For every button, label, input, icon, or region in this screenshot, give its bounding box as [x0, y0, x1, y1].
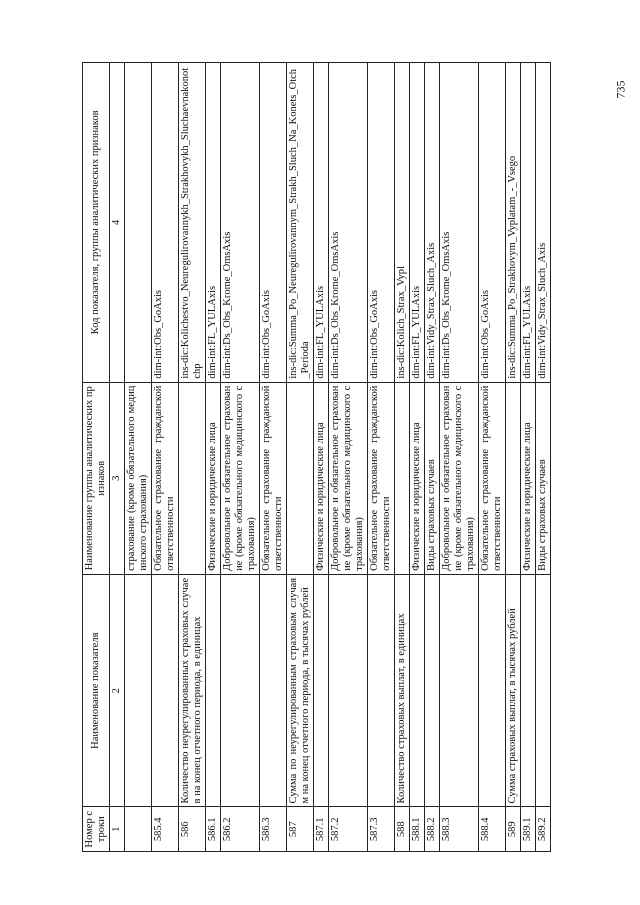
column-number-row — [110, 63, 125, 852]
group-name-cell: Обязательное страхование гражданской ответственности — [152, 382, 179, 574]
table-row — [440, 63, 479, 852]
group-name-cell: Виды страховых случаев — [425, 382, 440, 574]
code-cell: dim-int:Vidy_Strax_Sluch_Axis — [425, 63, 440, 383]
table-row — [368, 63, 395, 852]
table-row — [179, 63, 206, 852]
group-name-cell: Физические и юридические лица — [410, 382, 425, 574]
table-row — [314, 63, 329, 852]
row-number-cell: 587.3 — [368, 807, 395, 852]
group-name-cell — [287, 382, 314, 574]
row-number-cell: 588.2 — [425, 807, 440, 852]
group-name-cell: Добровольное и обязательное страхование (кроме обязательного медицинского страхования) — [440, 382, 479, 574]
indicator-table — [82, 62, 551, 852]
header-row — [83, 63, 110, 852]
indicator-name-cell — [329, 574, 368, 807]
row-number-cell: 586.2 — [221, 807, 260, 852]
code-cell: dim-int:Obs_GoAxis — [368, 63, 395, 383]
header-indicator-name: Наименование показателя — [83, 574, 110, 807]
group-name-cell: Физические и юридические лица — [206, 382, 221, 574]
table-row — [221, 63, 260, 852]
indicator-name-cell: Сумма по неурегулированным страховым случаям на конец отчетного периода, в тысячах рублей — [287, 574, 314, 807]
code-cell: dim-int:Obs_GoAxis — [260, 63, 287, 383]
row-number-cell: 588.1 — [410, 807, 425, 852]
table-row — [506, 63, 521, 852]
indicator-name-cell: Количество неурегулированных страховых случаев на конец отчетного периода, в единицах — [179, 574, 206, 807]
table-row — [425, 63, 440, 852]
indicator-name-cell — [152, 574, 179, 807]
indicator-name-cell — [260, 574, 287, 807]
table-row — [479, 63, 506, 852]
row-number-cell: 586 — [179, 807, 206, 852]
group-name-cell — [506, 382, 521, 574]
group-name-cell: Обязательное страхование гражданской ответственности — [368, 382, 395, 574]
indicator-name-cell: Сумма страховых выплат, в тысячах рублей — [506, 574, 521, 807]
indicator-name-cell — [206, 574, 221, 807]
group-name-cell — [395, 382, 410, 574]
row-number-cell: 588 — [395, 807, 410, 852]
indicator-name-cell — [536, 574, 551, 807]
group-name-cell: Обязательное страхование гражданской ответственности — [479, 382, 506, 574]
group-name-cell — [179, 382, 206, 574]
column-number: 4 — [110, 63, 125, 383]
table-row — [287, 63, 314, 852]
column-number: 1 — [110, 807, 125, 852]
indicator-name-cell — [368, 574, 395, 807]
row-number-cell — [125, 807, 152, 852]
code-cell: dim-int:FL_YULAxis — [206, 63, 221, 383]
code-cell: ins-dic:Kolichestvo_Neuregulirovannykh_Strakhovykh_Sluchaevnakonotchp — [179, 63, 206, 383]
row-number-cell: 586.1 — [206, 807, 221, 852]
indicator-name-cell — [125, 574, 152, 807]
column-number: 3 — [110, 382, 125, 574]
code-cell: ins-dic:Kolich_Strax_Vypl — [395, 63, 410, 383]
code-cell: dim-int:Obs_GoAxis — [479, 63, 506, 383]
indicator-name-cell — [314, 574, 329, 807]
indicator-name-cell — [440, 574, 479, 807]
table-row — [536, 63, 551, 852]
row-number-cell: 589 — [506, 807, 521, 852]
row-number-cell: 587.2 — [329, 807, 368, 852]
indicator-name-cell — [425, 574, 440, 807]
group-name-cell: Добровольное и обязательное страхование (кроме обязательного медицинского страхования) — [221, 382, 260, 574]
code-cell: dim-int:FL_YULAxis — [314, 63, 329, 383]
row-number-cell: 585.4 — [152, 807, 179, 852]
code-cell: dim-int:Vidy_Strax_Sluch_Axis — [536, 63, 551, 383]
column-number: 2 — [110, 574, 125, 807]
row-number-cell: 588.3 — [440, 807, 479, 852]
table-row — [521, 63, 536, 852]
indicator-name-cell — [410, 574, 425, 807]
row-number-cell: 589.2 — [536, 807, 551, 852]
code-cell: dim-int:Ds_Obs_Krome_OmsAxis — [329, 63, 368, 383]
group-name-cell: Обязательное страхование гражданской ответственности — [260, 382, 287, 574]
row-number-cell: 589.1 — [521, 807, 536, 852]
code-cell: dim-int:Ds_Obs_Krome_OmsAxis — [221, 63, 260, 383]
group-name-cell: Виды страховых случаев — [536, 382, 551, 574]
group-name-cell: страхование (кроме обязательного медицинского страхования) — [125, 382, 152, 574]
group-name-cell: Физические и юридические лица — [314, 382, 329, 574]
table-row — [206, 63, 221, 852]
table-row — [260, 63, 287, 852]
row-number-cell: 587.1 — [314, 807, 329, 852]
header-code: Код показателя, группы аналитических признаков — [83, 63, 110, 383]
row-number-cell: 586.3 — [260, 807, 287, 852]
table-row — [329, 63, 368, 852]
code-cell: dim-int:Ds_Obs_Krome_OmsAxis — [440, 63, 479, 383]
indicator-name-cell — [221, 574, 260, 807]
indicator-name-cell: Количество страховых выплат, в единицах — [395, 574, 410, 807]
code-cell: dim-int:FL_YULAxis — [521, 63, 536, 383]
code-cell: ins-dic:Summa_Po_Neuregulirovannym_Strakh_Sluch_Na_Konets_Otch_Perioda — [287, 63, 314, 383]
table-row — [152, 63, 179, 852]
table-row — [125, 63, 152, 852]
code-cell: dim-int:Obs_GoAxis — [152, 63, 179, 383]
table-row — [410, 63, 425, 852]
code-cell — [125, 63, 152, 383]
page-number: 735 — [613, 80, 628, 99]
group-name-cell: Добровольное и обязательное страхование (кроме обязательного медицинского страхования) — [329, 382, 368, 574]
header-row-number: Номер строки — [83, 807, 110, 852]
row-number-cell: 588.4 — [479, 807, 506, 852]
table-body — [125, 63, 551, 852]
row-number-cell: 587 — [287, 807, 314, 852]
indicator-name-cell — [479, 574, 506, 807]
rotated-table-container — [82, 62, 586, 852]
header-group-name: Наименование группы аналитических признаков — [83, 382, 110, 574]
code-cell: dim-int:FL_YULAxis — [410, 63, 425, 383]
code-cell: ins-dic:Summa_Po_Strakhovym_Vyplatam_-_Vsego — [506, 63, 521, 383]
group-name-cell: Физические и юридические лица — [521, 382, 536, 574]
table-row — [395, 63, 410, 852]
indicator-name-cell — [521, 574, 536, 807]
